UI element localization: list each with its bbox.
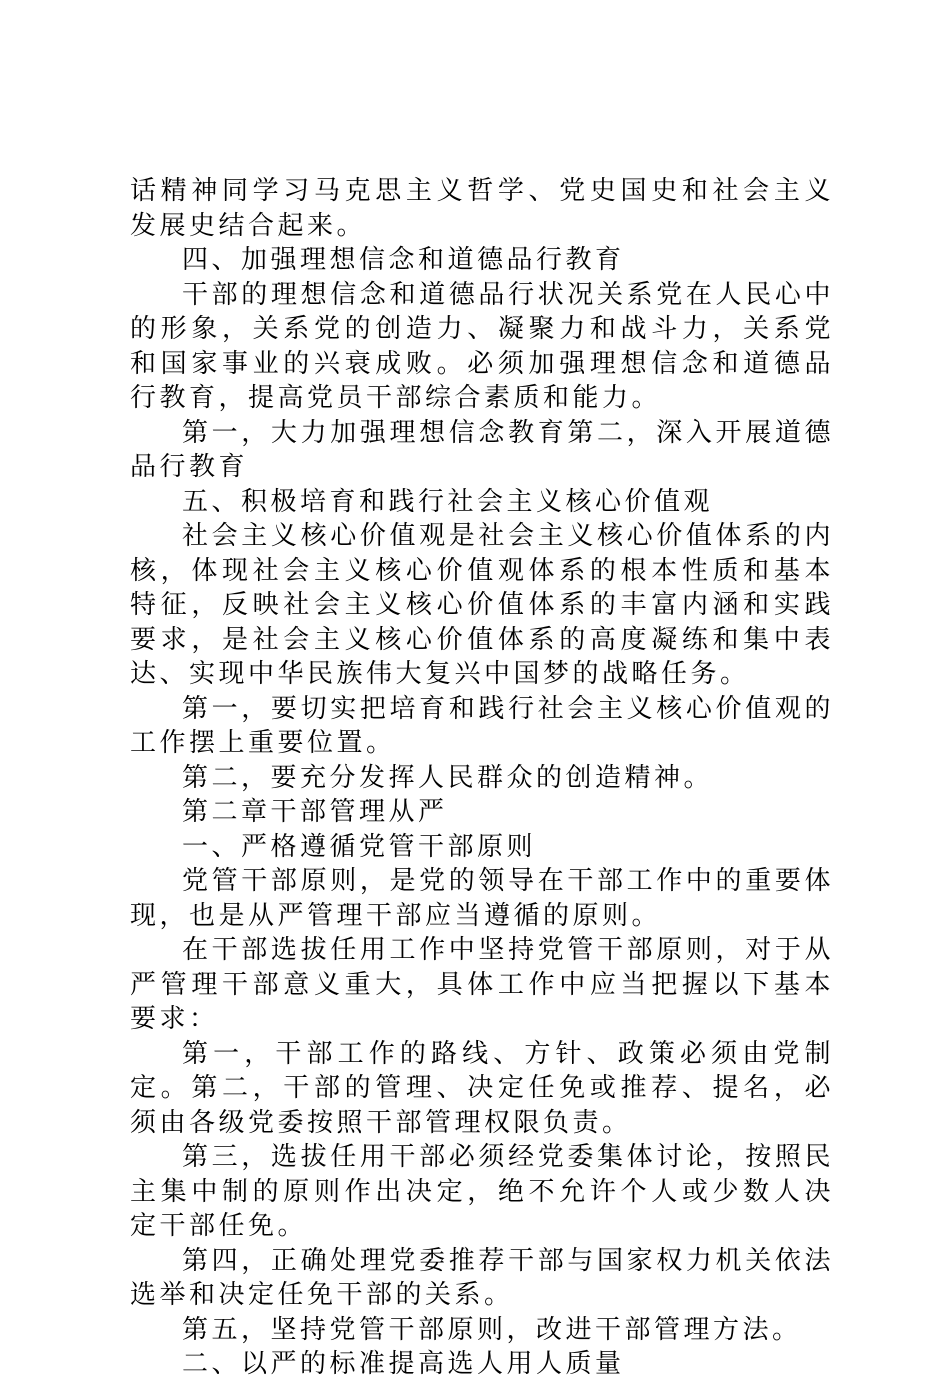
paragraph: 第二，要充分发挥人民群众的创造精神。 bbox=[182, 762, 714, 793]
chapter-heading: 第二章干部管理从严 bbox=[182, 797, 448, 827]
paragraph: 第一，干部工作的路线、方针、政策必须由党制定。第二，干部的管理、决定任免或推荐、提名，必须由各级党委按照干部管理权限负责。 bbox=[130, 1038, 834, 1138]
paragraph: 第四，正确处理党委推荐干部与国家权力机关依法选举和决定任免干部的关系。 bbox=[130, 1245, 834, 1310]
section-heading: 二、以严的标准提高选人用人质量 bbox=[182, 1349, 625, 1379]
paragraph: 第一，大力加强理想信念教育第二，深入开展道德品行教育 bbox=[130, 417, 834, 482]
paragraph: 第三，选拔任用干部必须经党委集体讨论，按照民主集中制的原则作出决定，绝不允许个人或少数人决定干部任免。 bbox=[130, 1142, 834, 1241]
paragraph: 第一，要切实把培育和践行社会主义核心价值观的工作摆上重要位置。 bbox=[130, 693, 834, 758]
paragraph: 第五，坚持党管干部原则，改进干部管理方法。 bbox=[182, 1314, 802, 1345]
section-heading: 一、严格遵循党管干部原则 bbox=[182, 831, 537, 862]
paragraph: 党管干部原则，是党的领导在干部工作中的重要体现，也是从严管理干部应当遵循的原则。 bbox=[130, 866, 834, 931]
paragraph: 话精神同学习马克思主义哲学、党史国史和社会主义发展史结合起来。 bbox=[130, 176, 834, 241]
document-page bbox=[130, 174, 834, 1382]
paragraph: 干部的理想信念和道德品行状况关系党在人民心中的形象，关系党的创造力、凝聚力和战斗力，关系党和国家事业的兴衰成败。必须加强理想信念和道德品行教育，提高党员干部综合素质和能力。 bbox=[130, 279, 834, 413]
paragraph: 在干部选拔任用工作中坚持党管干部原则，对于从严管理干部意义重大，具体工作中应当把握以下基本要求： bbox=[130, 935, 834, 1034]
paragraph: 社会主义核心价值观是社会主义核心价值体系的内核，体现社会主义核心价值观体系的根本性质和基本特征，反映社会主义核心价值体系的丰富内涵和实践要求，是社会主义核心价值体系的高度凝练和集中表达、实现中华民族伟大复兴中国梦的战略任务。 bbox=[130, 521, 834, 689]
section-heading: 五、积极培育和践行社会主义核心价值观 bbox=[182, 486, 714, 517]
section-heading: 四、加强理想信念和道德品行教育 bbox=[182, 245, 625, 275]
